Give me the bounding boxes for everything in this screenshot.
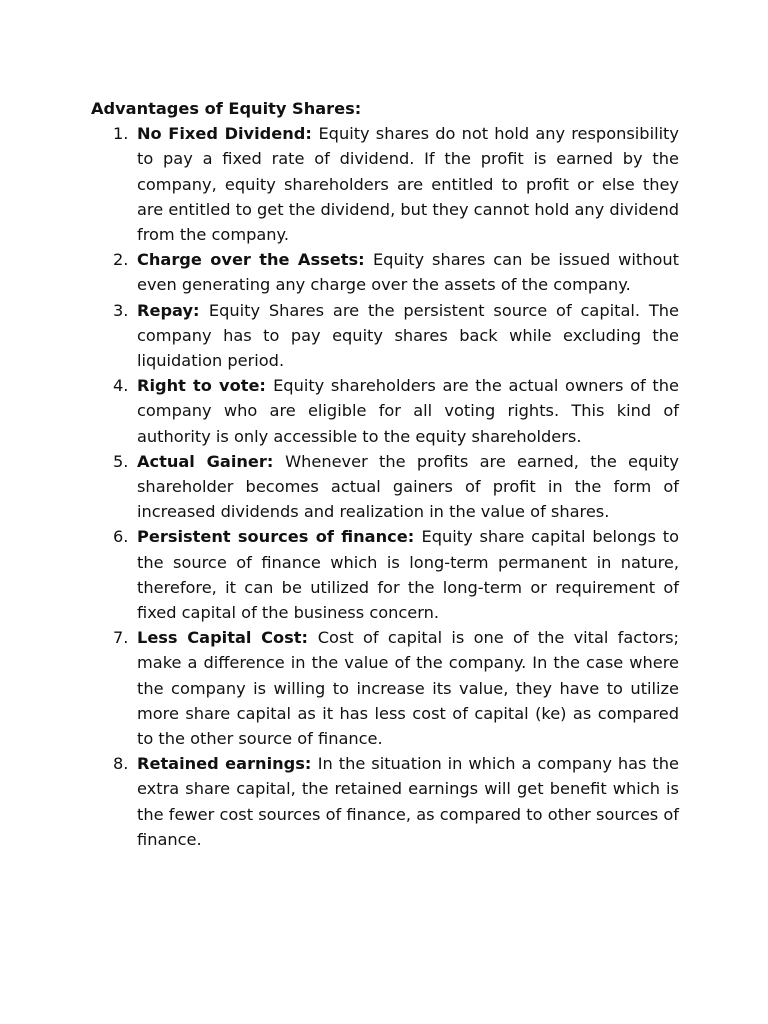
- list-item: [91, 449, 679, 525]
- list-item-text: Equity shareholders are the actual owners of the company who are eligible for all voting rights. This kind of authority is only accessible to the equity shareholders.: [137, 376, 679, 446]
- list-item-term: Retained earnings:: [137, 754, 318, 774]
- list-item-number: 2.: [113, 250, 129, 270]
- list-item-text: Cost of capital is one of the vital factors; make a difference in the value of the company. In the case where the company is willing to increase its value, they have to utilize more share capital as it has less cost of capital (ke) as compared to the other source of finance.: [137, 628, 679, 749]
- list-item-number: 1.: [113, 124, 129, 144]
- list-item-number: 4.: [113, 376, 129, 396]
- list-item-term: Repay:: [137, 300, 209, 320]
- list-item-text: In the situation in which a company has the extra share capital, the retained earnings will get benefit which is the fewer cost sources of finance, as compared to other sources of finance.: [137, 754, 679, 849]
- list-item-number: 5.: [113, 451, 129, 471]
- list-item-number: 3.: [113, 300, 129, 320]
- document-body: [91, 96, 679, 852]
- list-item: [91, 121, 679, 247]
- list-item-term: No Fixed Dividend:: [137, 124, 319, 144]
- list-item-text: Equity Shares are the persistent source of capital. The company has to pay equity shares back while excluding the liquidation period.: [137, 300, 679, 371]
- list-item: [91, 751, 679, 852]
- list-item: [91, 524, 679, 625]
- list-item-term: Less Capital Cost:: [137, 628, 318, 648]
- list-item-text: Whenever the profits are earned, the equity shareholder becomes actual gainers of profit in the form of increased dividends and realization in the value of shares.: [137, 451, 679, 522]
- list-item-term: Actual Gainer:: [137, 451, 286, 471]
- list-item: [91, 373, 679, 449]
- advantages-list: [91, 121, 679, 852]
- list-item-text: Equity shares can be issued without even generating any charge over the assets of the company.: [137, 250, 679, 295]
- list-item-number: 6.: [113, 527, 129, 547]
- list-item-term: Charge over the Assets:: [137, 250, 373, 270]
- list-item-number: 7.: [113, 628, 129, 648]
- list-item-number: 8.: [113, 754, 129, 774]
- list-item: [91, 625, 679, 751]
- list-item: [91, 247, 679, 297]
- page-title: Advantages of Equity Shares:: [91, 99, 362, 118]
- list-item-text: Equity shares do not hold any responsibility to pay a fixed rate of dividend. If the profit is earned by the company, equity shareholders are entitled to profit or else they are entitled to get the dividend, but they cannot hold any dividend from the company.: [137, 124, 680, 245]
- list-item-term: Right to vote:: [137, 376, 274, 396]
- list-item-term: Persistent sources of finance:: [137, 527, 422, 547]
- list-item: [91, 298, 679, 374]
- list-item-text: Equity share capital belongs to the source of finance which is long-term permanent in nature, therefore, it can be utilized for the long-term or requirement of fixed capital of the business concern.: [137, 527, 679, 623]
